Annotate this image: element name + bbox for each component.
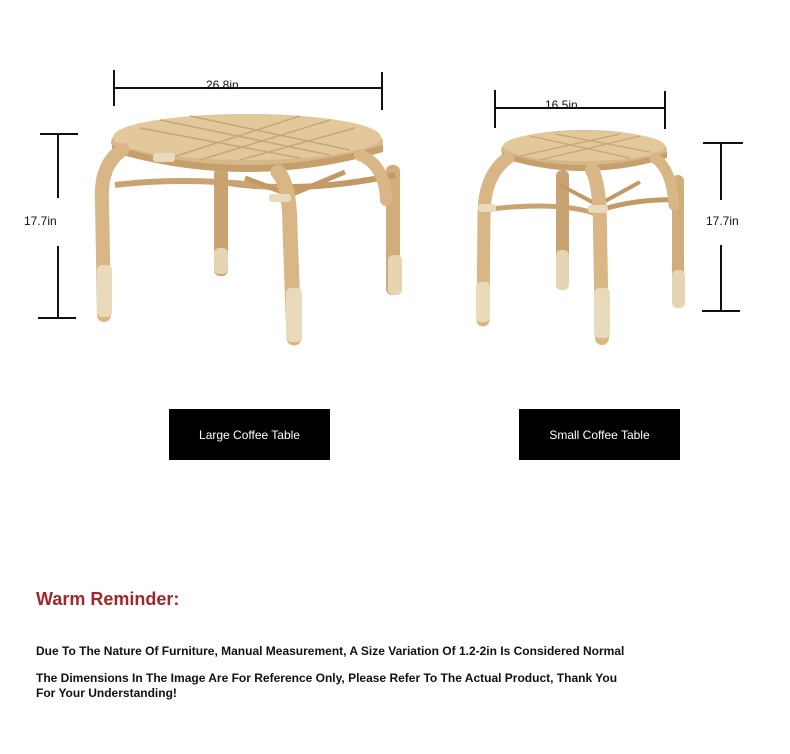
reminder-title: Warm Reminder: — [36, 589, 180, 609]
large-height-label: 17.7in — [24, 214, 57, 228]
large-table-label: Large Coffee Table — [169, 409, 330, 460]
reminder-line-2: The Dimensions In The Image Are For Reference Only, Please Refer To The Actual Product, Thank You For Your Understanding! — [36, 671, 618, 700]
small-height-label: 17.7in — [706, 214, 739, 228]
small-coffee-table-image — [476, 130, 685, 338]
large-coffee-table-image — [97, 114, 402, 342]
small-width-label: 16.5in — [545, 98, 578, 112]
small-table-label: Small Coffee Table — [519, 409, 680, 460]
reminder-line-1: Due To The Nature Of Furniture, Manual Measurement, A Size Variation Of 1.2-2in Is Considered Normal — [36, 644, 625, 658]
large-width-label: 26.8in — [206, 78, 239, 92]
